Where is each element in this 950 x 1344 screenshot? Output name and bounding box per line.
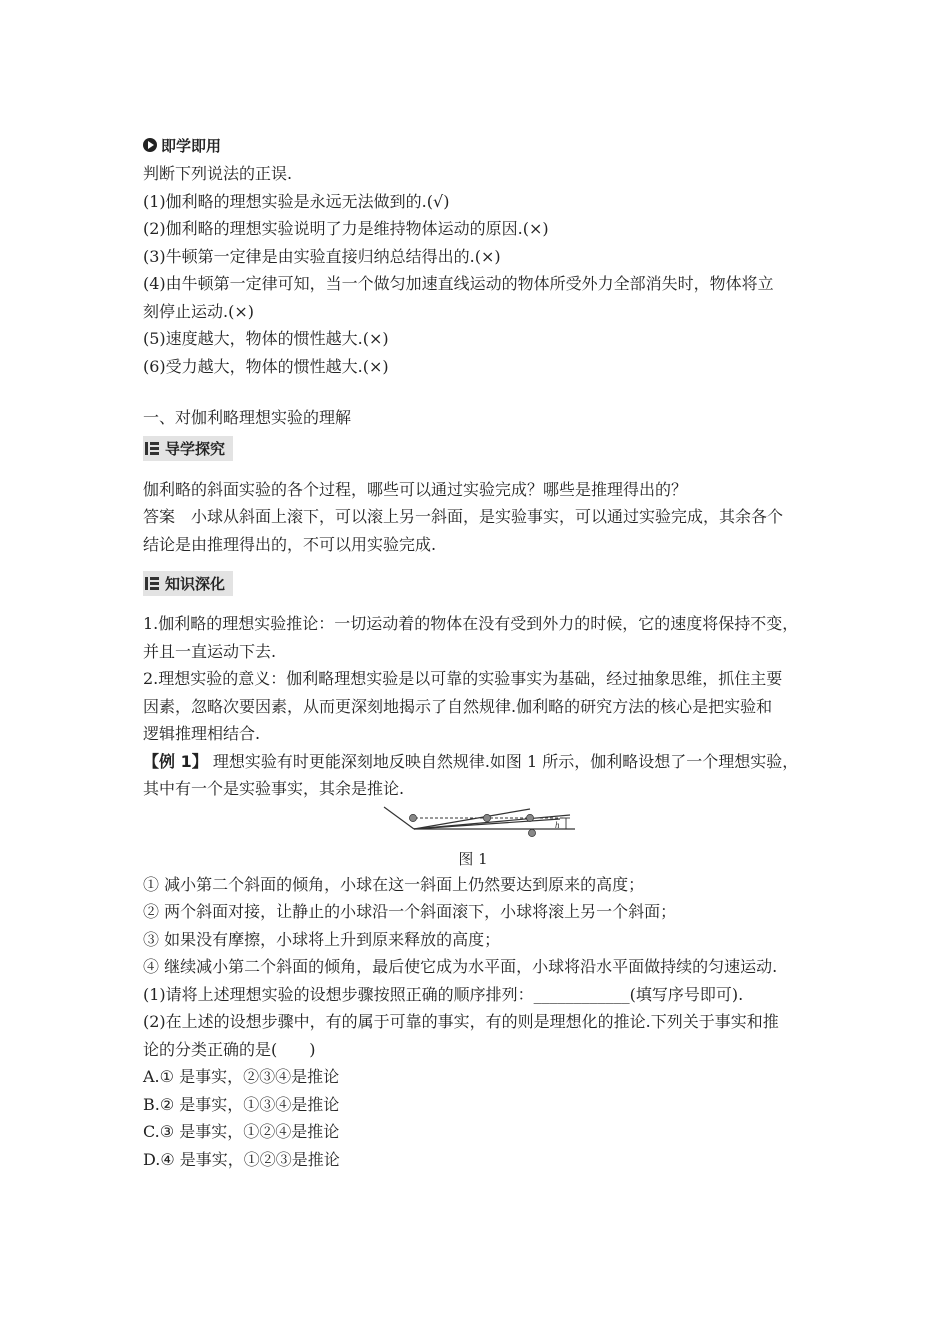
option-d: D.④ 是事实，①②③是推论 (143, 1149, 340, 1169)
example-step: ① 减小第二个斜面的倾角，小球在这一斜面上仍然要达到原来的高度； (143, 874, 645, 894)
ball-start (409, 814, 416, 821)
knowledge-line: 2.理想实验的意义：伽利略理想实验是以可靠的实验事实为基础，经过抽象思维，抓住主要 (143, 669, 783, 688)
incline-diagram (380, 805, 580, 847)
quick-item: 刻停止运动.(×) (143, 301, 254, 321)
example-line (143, 748, 823, 776)
example-step: ② 两个斜面对接，让静止的小球沿一个斜面滚下，小球将滚上另一个斜面； (143, 902, 677, 921)
knowledge-line: 逻辑推理相结合. (143, 724, 261, 743)
play-icon (143, 138, 157, 152)
knowledge-title: 知识深化 (165, 574, 226, 593)
example-line: 其中有一个是实验事实，其余是推论. (143, 779, 405, 798)
option-c: C.③ 是事实，①②④是推论 (143, 1122, 340, 1141)
document-page (143, 130, 823, 1173)
section-title: 一、对伽利略理想实验的理解 (143, 408, 352, 427)
list-icon (145, 442, 159, 455)
answer-label: 答案 (143, 507, 176, 526)
guide-title: 导学探究 (165, 440, 226, 458)
guide-question: 伽利略的斜面实验的各个过程，哪些可以通过实验完成？哪些是推理得出的？ (143, 479, 688, 499)
knowledge-line: 1.伽利略的理想实验推论：一切运动着的物体在没有受到外力的时候，它的速度将保持不变， (143, 614, 799, 633)
example-tag: 【例 1】 (143, 751, 208, 771)
incline-figure (143, 805, 823, 847)
quick-practice-heading (143, 130, 823, 160)
example-step: ④ 继续减小第二个斜面的倾角，最后使它成为水平面，小球将沿水平面做持续的匀速运动. (143, 957, 778, 976)
quick-item: (6)受力越大，物体的惯性越大.(×) (143, 356, 389, 376)
quick-item: (1)伽利略的理想实验是永远无法做到的.(√) (143, 191, 450, 211)
example-step: ③ 如果没有摩擦，小球将上升到原来释放的高度； (143, 929, 501, 949)
option-a: A.① 是事实，②③④是推论 (143, 1067, 340, 1086)
quick-practice-title: 即学即用 (161, 136, 222, 155)
height-label: h (555, 819, 560, 830)
guide-answer-line (143, 503, 823, 531)
ball-slope1 (483, 814, 490, 821)
quick-intro: 判断下列说法的正误. (143, 164, 293, 183)
answer-text: 小球从斜面上滚下，可以滚上另一斜面，是实验事实，可以通过实验完成，其余各个 (191, 507, 784, 526)
knowledge-line: 并且一直运动下去. (143, 641, 277, 661)
quick-item: (2)伽利略的理想实验说明了力是维持物体运动的原因.(×) (143, 219, 549, 238)
quick-item: (4)由牛顿第一定律可知，当一个做匀加速直线运动的物体所受外力全部消失时，物体将立 (143, 274, 774, 293)
example-text: 理想实验有时更能深刻地反映自然规律.如图 1 所示，伽利略设想了一个理想实验， (212, 751, 799, 771)
list-icon (145, 577, 159, 590)
knowledge-heading (143, 570, 823, 596)
quick-item: (3)牛顿第一定律是由实验直接归纳总结得出的.(×) (143, 246, 501, 266)
question-2: (2)在上述的设想步骤中，有的属于可靠的事实，有的则是理想化的推论.下列关于事实和推 (143, 1012, 779, 1031)
ball-slope2 (526, 814, 533, 821)
ball-flat (528, 829, 535, 836)
guide-answer-line: 结论是由推理得出的，不可以用实验完成. (143, 534, 437, 554)
quick-item: (5)速度越大，物体的惯性越大.(×) (143, 329, 389, 348)
option-b: B.② 是事实，①③④是推论 (143, 1094, 340, 1114)
knowledge-line: 因素，忽略次要因素，从而更深刻地揭示了自然规律.伽利略的研究方法的核心是把实验和 (143, 696, 773, 716)
question-2-cont: 论的分类正确的是( ) (143, 1039, 316, 1059)
question-1: (1)请将上述理想实验的设想步骤按照正确的顺序排列：____________(填写序号即可). (143, 984, 744, 1004)
guide-heading (143, 436, 823, 462)
figure-caption: 图 1 (458, 849, 488, 868)
